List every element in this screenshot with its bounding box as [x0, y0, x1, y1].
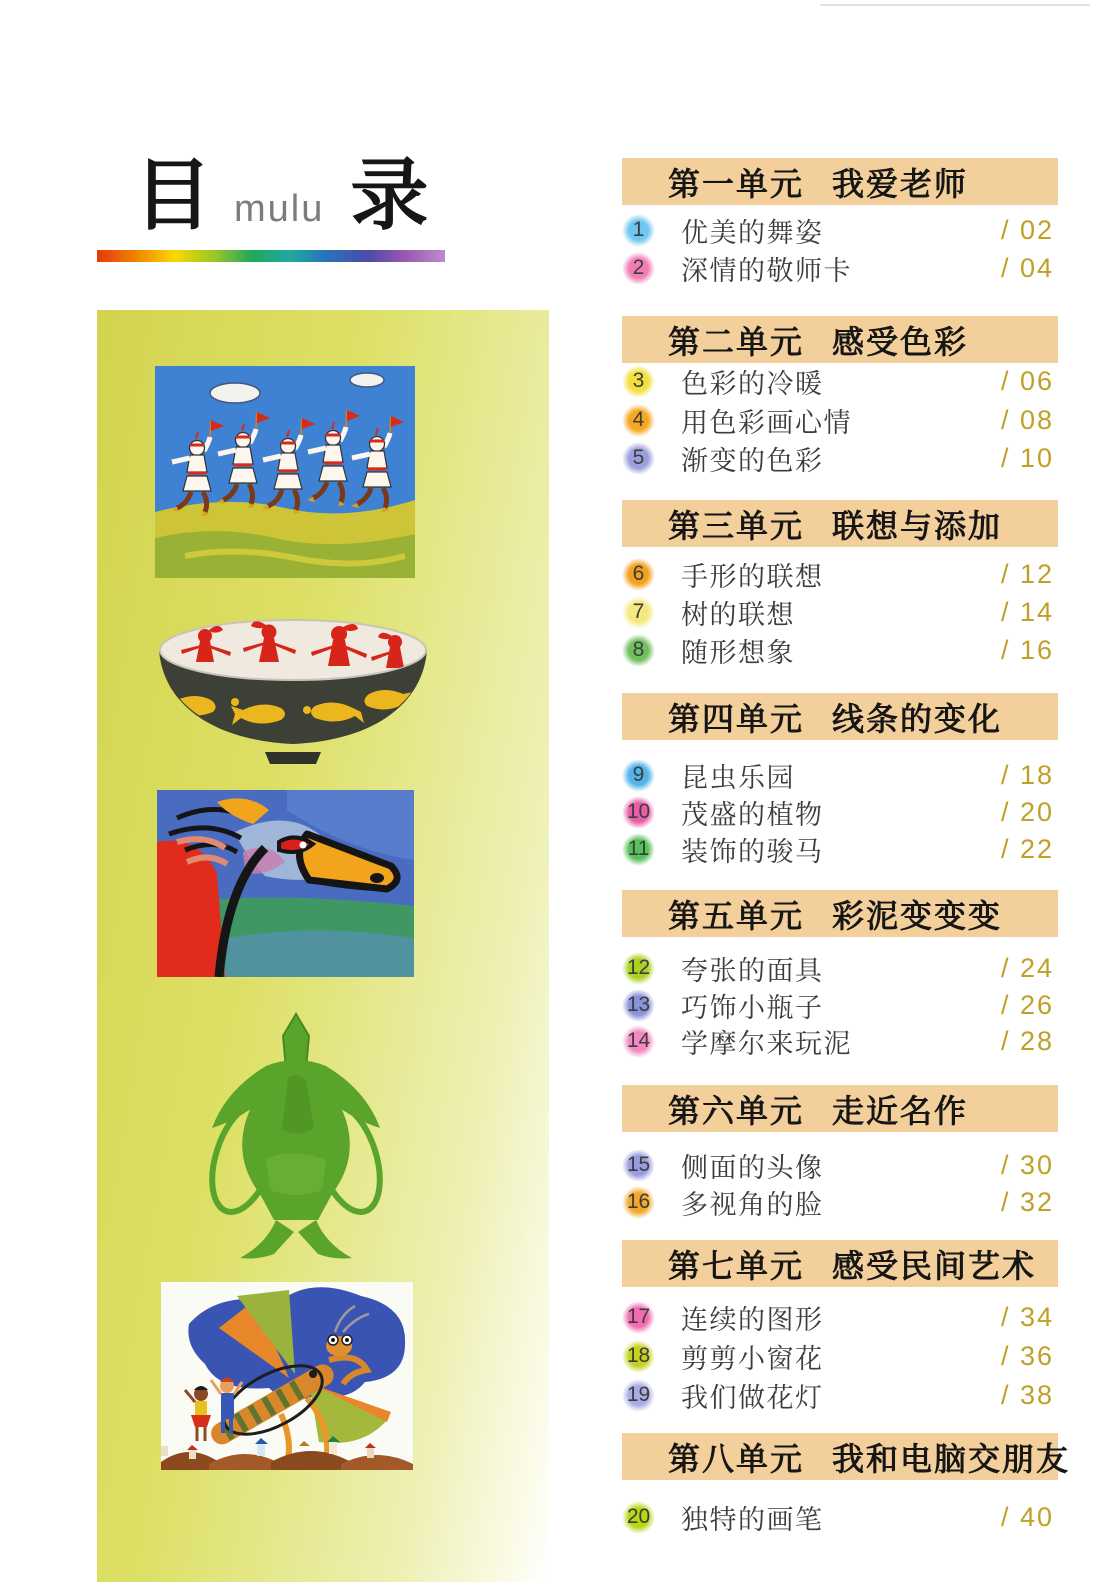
- lesson-14-page: / 28: [1000, 1025, 1054, 1056]
- lesson-5-page: / 10: [1000, 442, 1054, 473]
- lesson-18-title: 剪剪小窗花: [681, 1343, 824, 1374]
- unit-2-name: 第二单元: [668, 323, 805, 360]
- unit-4-name: 第四单元: [668, 700, 805, 737]
- unit-8-name: 第八单元: [668, 1440, 805, 1477]
- lesson-20-title: 独特的画笔: [681, 1504, 824, 1535]
- lesson-1-page: / 02: [1000, 214, 1054, 245]
- lesson-row-14: [622, 1022, 1058, 1060]
- unit-5-name: 第五单元: [668, 897, 805, 934]
- rainbow-bar: [97, 250, 445, 262]
- lesson-13-title: 巧饰小瓶子: [681, 992, 824, 1023]
- unit-6-subtitle: 走近名作: [832, 1092, 969, 1129]
- unit-3-name: 第三单元: [668, 507, 805, 544]
- lesson-15-page: / 30: [1000, 1149, 1054, 1180]
- unit-7-header: [622, 1240, 1058, 1287]
- unit-3-subtitle: 联想与添加: [832, 507, 1003, 544]
- mantis-painting-graphic: [161, 1282, 413, 1470]
- lesson-row-4: [622, 401, 1058, 439]
- lesson-6-number-badge: 6: [622, 558, 655, 591]
- lesson-18-page: / 36: [1000, 1340, 1054, 1371]
- lesson-10-number-badge: 10: [622, 796, 655, 829]
- lesson-2-page: / 04: [1000, 252, 1054, 283]
- lesson-row-11: [622, 830, 1058, 868]
- lesson-6-title: 手形的联想: [681, 561, 824, 592]
- lesson-2-title: 深情的敬师卡: [681, 255, 852, 286]
- lesson-16-number-badge: 16: [622, 1186, 655, 1219]
- lesson-7-number-badge: 7: [622, 596, 655, 629]
- lesson-row-18: [622, 1337, 1058, 1375]
- lesson-5-title: 渐变的色彩: [681, 445, 824, 476]
- clay-turtle-image: [196, 1008, 396, 1263]
- lesson-12-page: / 24: [1000, 952, 1054, 983]
- lesson-row-7: [622, 593, 1058, 631]
- unit-5-header: [622, 890, 1058, 937]
- horse-painting-graphic: [157, 790, 414, 977]
- lesson-6-page: / 12: [1000, 558, 1054, 589]
- lesson-row-5: [622, 439, 1058, 477]
- lesson-12-number-badge: 12: [622, 952, 655, 985]
- unit-4-header: [622, 693, 1058, 740]
- lesson-19-number-badge: 19: [622, 1379, 655, 1412]
- lesson-9-number-badge: 9: [622, 759, 655, 792]
- lesson-2-number-badge: 2: [622, 252, 655, 285]
- unit-8-subtitle: 我和电脑交朋友: [832, 1440, 1071, 1477]
- clay-turtle-graphic: [196, 1008, 396, 1263]
- lesson-16-title: 多视角的脸: [681, 1189, 824, 1220]
- lesson-20-page: / 40: [1000, 1501, 1054, 1532]
- lesson-9-title: 昆虫乐园: [681, 762, 795, 793]
- unit-1-name: 第一单元: [668, 165, 805, 202]
- papercut-bowl-image: [147, 614, 440, 766]
- title-pinyin: mulu: [234, 188, 325, 230]
- lesson-4-title: 用色彩画心情: [681, 407, 852, 438]
- unit-6-header: [622, 1085, 1058, 1132]
- unit-5-subtitle: 彩泥变变变: [832, 897, 1003, 934]
- papercut-bowl-graphic: [147, 614, 440, 766]
- lesson-18-number-badge: 18: [622, 1340, 655, 1373]
- lesson-row-20: [622, 1498, 1058, 1536]
- lesson-1-title: 优美的舞姿: [681, 217, 824, 248]
- lesson-row-10: [622, 793, 1058, 831]
- lesson-row-1: [622, 211, 1058, 249]
- mantis-painting-image: [161, 1282, 413, 1470]
- lesson-row-8: [622, 631, 1058, 669]
- lesson-15-title: 侧面的头像: [681, 1152, 824, 1183]
- unit-7-subtitle: 感受民间艺术: [832, 1247, 1037, 1284]
- title-char-mu: 目: [134, 151, 213, 239]
- lesson-4-number-badge: 4: [622, 404, 655, 437]
- lesson-20-number-badge: 20: [622, 1501, 655, 1534]
- unit-3-header: [622, 500, 1058, 547]
- lesson-8-title: 随形想象: [681, 637, 795, 668]
- lesson-5-number-badge: 5: [622, 442, 655, 475]
- lesson-11-title: 装饰的骏马: [681, 836, 824, 867]
- lesson-9-page: / 18: [1000, 759, 1054, 790]
- unit-6-name: 第六单元: [668, 1092, 805, 1129]
- lesson-13-number-badge: 13: [622, 989, 655, 1022]
- horse-painting-image: [157, 790, 414, 977]
- lesson-row-12: [622, 949, 1058, 987]
- lesson-19-title: 我们做花灯: [681, 1382, 824, 1413]
- lesson-17-page: / 34: [1000, 1301, 1054, 1332]
- lesson-3-title: 色彩的冷暖: [681, 368, 824, 399]
- lesson-11-number-badge: 11: [622, 833, 655, 866]
- lesson-19-page: / 38: [1000, 1379, 1054, 1410]
- lesson-3-number-badge: 3: [622, 365, 655, 398]
- lesson-13-page: / 26: [1000, 989, 1054, 1020]
- lesson-row-17: [622, 1298, 1058, 1336]
- lesson-row-16: [622, 1183, 1058, 1221]
- lesson-row-13: [622, 986, 1058, 1024]
- unit-4-subtitle: 线条的变化: [832, 700, 1003, 737]
- lesson-16-page: / 32: [1000, 1186, 1054, 1217]
- unit-1-subtitle: 我爱老师: [832, 165, 969, 202]
- lesson-12-title: 夸张的面具: [681, 955, 824, 986]
- lesson-15-number-badge: 15: [622, 1149, 655, 1182]
- lesson-3-page: / 06: [1000, 365, 1054, 396]
- lesson-7-page: / 14: [1000, 596, 1054, 627]
- scan-artifact-line: [820, 4, 1090, 6]
- lesson-row-6: [622, 555, 1058, 593]
- lesson-11-page: / 22: [1000, 833, 1054, 864]
- lesson-10-page: / 20: [1000, 796, 1054, 827]
- lesson-7-title: 树的联想: [681, 599, 795, 630]
- unit-7-name: 第七单元: [668, 1247, 805, 1284]
- lesson-row-3: [622, 362, 1058, 400]
- unit-2-subtitle: 感受色彩: [832, 323, 969, 360]
- lesson-row-19: [622, 1376, 1058, 1414]
- lesson-14-number-badge: 14: [622, 1025, 655, 1058]
- lesson-row-15: [622, 1146, 1058, 1184]
- lesson-row-2: [622, 249, 1058, 287]
- page-title: [134, 151, 429, 239]
- lesson-row-9: [622, 756, 1058, 794]
- lesson-17-title: 连续的图形: [681, 1304, 824, 1335]
- title-char-lu: 录: [350, 151, 429, 239]
- dancers-painting-graphic: [155, 366, 415, 578]
- unit-1-header: [622, 158, 1058, 205]
- lesson-14-title: 学摩尔来玩泥: [681, 1028, 852, 1059]
- lesson-8-number-badge: 8: [622, 634, 655, 667]
- artwork-column: [97, 310, 549, 1582]
- lesson-10-title: 茂盛的植物: [681, 799, 824, 830]
- lesson-1-number-badge: 1: [622, 214, 655, 247]
- unit-2-header: [622, 316, 1058, 363]
- unit-8-header: [622, 1433, 1071, 1480]
- lesson-4-page: / 08: [1000, 404, 1054, 435]
- lesson-8-page: / 16: [1000, 634, 1054, 665]
- lesson-17-number-badge: 17: [622, 1301, 655, 1334]
- dancers-painting-image: [155, 366, 415, 578]
